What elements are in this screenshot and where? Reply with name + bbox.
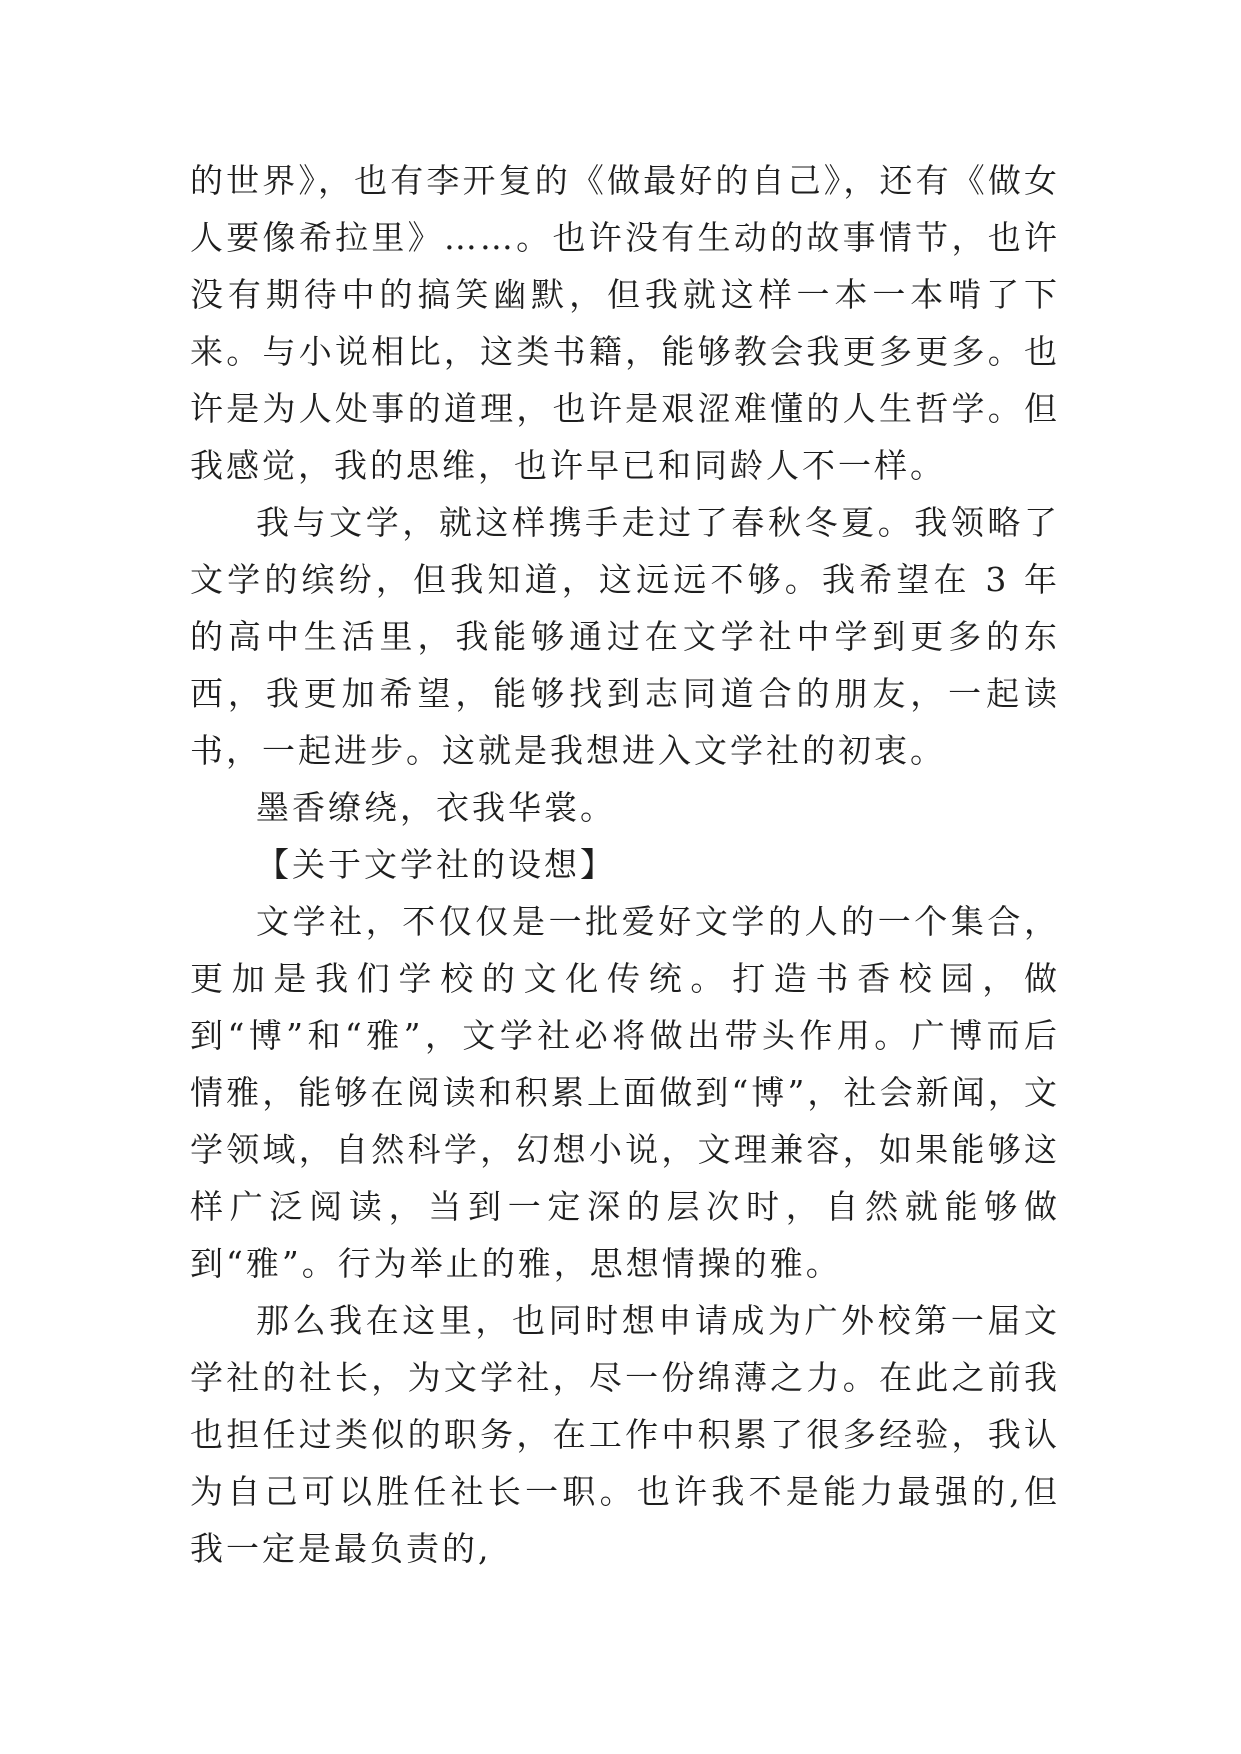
document-body [190, 152, 1060, 1577]
paragraph-literature-journey: 我与文学，就这样携手走过了春秋冬夏。我领略了文学的缤纷，但我知道，这远远不够。我希望在 3 年的高中生活里，我能够通过在文学社中学到更多的东西，我更加希望，能够找到志同道合的朋友，一起读书，一起进步。这就是我想进入文学社的初衷。 [190, 503, 1060, 770]
section-heading: 【关于文学社的设想】 [256, 845, 616, 884]
paragraph-club-vision: 文学社，不仅仅是一批爱好文学的人的一个集合，更加是我们学校的文化传统。打造书香校园，做到“博”和“雅”，文学社必将做出带头作用。广博而后情雅，能够在阅读和积累上面做到“博”，社会新闻，文学领域，自然科学，幻想小说，文理兼容，如果能够这样广泛阅读，当到一定深的层次时，自然就能够做到“雅”。行为举止的雅，思想情操的雅。 [190, 902, 1060, 1283]
paragraph-motto: 墨香缭绕，衣我华裳。 [256, 788, 616, 827]
paragraph-reading-list: 的世界》，也有李开复的《做最好的自己》，还有《做女人要像希拉里》……。也许没有生动的故事情节，也许没有期待中的搞笑幽默，但我就这样一本一本啃了下来。与小说相比，这类书籍，能够教会我更多更多。也许是为人处事的道理，也许是艰涩难懂的人生哲学。但我感觉，我的思维，也许早已和同龄人不一样。 [190, 161, 1060, 485]
paragraph-president-application: 那么我在这里，也同时想申请成为广外校第一届文学社的社长，为文学社，尽一份绵薄之力。在此之前我也担任过类似的职务，在工作中积累了很多经验，我认为自己可以胜任社长一职。也许我不是能力最强的,但我一定是最负责的, [190, 1301, 1060, 1568]
